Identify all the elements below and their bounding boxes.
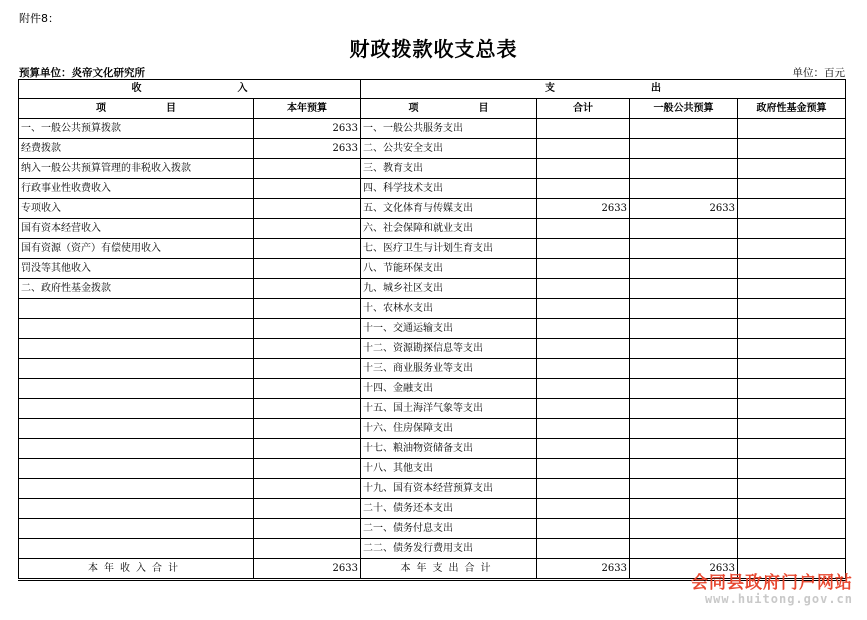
table-row bbox=[19, 259, 846, 279]
expense-general-cell bbox=[630, 179, 738, 199]
expense-fund-cell bbox=[738, 399, 846, 419]
expense-fund-cell bbox=[738, 299, 846, 319]
expense-general-cell bbox=[630, 319, 738, 339]
col-header-income-item bbox=[19, 99, 254, 119]
expense-item-cell: 十八、其他支出 bbox=[361, 459, 537, 479]
income-budget-cell: 2633 bbox=[254, 139, 361, 159]
expense-fund-cell bbox=[738, 439, 846, 459]
expense-total-cell bbox=[537, 139, 630, 159]
table-row bbox=[19, 439, 846, 459]
budget-unit-label: 预算单位：炎帝文化研究所 bbox=[19, 67, 145, 79]
table-row bbox=[19, 159, 846, 179]
income-budget-cell bbox=[254, 339, 361, 359]
col-header-total: 合计 bbox=[537, 99, 630, 119]
expense-header-a: 支 bbox=[545, 83, 555, 94]
attachment-label: 附件8： bbox=[19, 12, 59, 25]
expense-total-cell bbox=[537, 519, 630, 539]
expense-item-cell: 四、科学技术支出 bbox=[361, 179, 537, 199]
income-item-cell: 罚没等其他收入 bbox=[19, 259, 254, 279]
expense-general-cell bbox=[630, 419, 738, 439]
expense-total-cell: 2633 bbox=[537, 199, 630, 219]
income-item-cell bbox=[19, 439, 254, 459]
expense-general-cell bbox=[630, 459, 738, 479]
expense-fund-cell bbox=[738, 279, 846, 299]
expense-general-cell bbox=[630, 479, 738, 499]
income-item-cell: 一、一般公共预算拨款 bbox=[19, 119, 254, 139]
income-budget-cell bbox=[254, 419, 361, 439]
income-budget-cell bbox=[254, 519, 361, 539]
expense-item-cell: 十四、金融支出 bbox=[361, 379, 537, 399]
expense-general-cell bbox=[630, 499, 738, 519]
table-row bbox=[19, 279, 846, 299]
page-title: 财政拨款收支总表 bbox=[349, 37, 518, 61]
income-budget-cell bbox=[254, 319, 361, 339]
table-row bbox=[19, 239, 846, 259]
income-item-cell: 纳入一般公共预算管理的非税收入拨款 bbox=[19, 159, 254, 179]
watermark-site-name: 会同县政府门户网站 bbox=[691, 573, 853, 593]
expense-general-cell bbox=[630, 539, 738, 559]
expense-item-cell: 十、农林水支出 bbox=[361, 299, 537, 319]
expense-total-cell bbox=[537, 499, 630, 519]
currency-unit-label: 单位：百元 bbox=[792, 67, 845, 79]
expense-general-cell bbox=[630, 119, 738, 139]
income-header-b: 入 bbox=[237, 83, 248, 94]
expense-fund-cell bbox=[738, 519, 846, 539]
expense-fund-cell bbox=[738, 359, 846, 379]
income-budget-cell: 2633 bbox=[254, 119, 361, 139]
expense-fund-cell bbox=[738, 499, 846, 519]
expense-total-cell bbox=[537, 359, 630, 379]
expense-general-cell bbox=[630, 299, 738, 319]
expense-general-cell bbox=[630, 239, 738, 259]
expense-general-cell bbox=[630, 159, 738, 179]
expense-fund-cell bbox=[738, 339, 846, 359]
expense-total-cell bbox=[537, 419, 630, 439]
income-item-cell bbox=[19, 459, 254, 479]
expense-total-cell bbox=[537, 119, 630, 139]
table-row bbox=[19, 319, 846, 339]
table-row bbox=[19, 419, 846, 439]
expense-general-cell bbox=[630, 219, 738, 239]
expense-item-cell: 十三、商业服务业等支出 bbox=[361, 359, 537, 379]
col-header-expense-item bbox=[361, 99, 537, 119]
income-header-a: 收 bbox=[131, 83, 142, 94]
table-row bbox=[19, 479, 846, 499]
income-budget-cell bbox=[254, 499, 361, 519]
expense-item-cell: 十七、粮油物资储备支出 bbox=[361, 439, 537, 459]
table-row bbox=[19, 359, 846, 379]
income-budget-cell bbox=[254, 259, 361, 279]
income-item-cell: 国有资本经营收入 bbox=[19, 219, 254, 239]
expense-item-cell: 十五、国土海洋气象等支出 bbox=[361, 399, 537, 419]
income-budget-cell bbox=[254, 199, 361, 219]
expense-fund-cell bbox=[738, 239, 846, 259]
expense-item-cell: 九、城乡社区支出 bbox=[361, 279, 537, 299]
income-budget-cell bbox=[254, 479, 361, 499]
col-header-budget: 本年预算 bbox=[254, 99, 361, 119]
expense-general-cell: 2633 bbox=[630, 199, 738, 219]
header-row-columns bbox=[19, 99, 846, 119]
table-row bbox=[19, 539, 846, 559]
income-budget-cell bbox=[254, 239, 361, 259]
income-item-cell bbox=[19, 339, 254, 359]
expense-general-cell bbox=[630, 259, 738, 279]
table-row bbox=[19, 139, 846, 159]
income-section-header bbox=[19, 80, 361, 99]
expense-fund-cell bbox=[738, 319, 846, 339]
expense-fund-cell bbox=[738, 419, 846, 439]
income-budget-cell bbox=[254, 439, 361, 459]
expense-item-cell: 七、医疗卫生与计划生育支出 bbox=[361, 239, 537, 259]
table-row bbox=[19, 459, 846, 479]
income-budget-cell bbox=[254, 279, 361, 299]
expense-general-cell bbox=[630, 399, 738, 419]
fiscal-summary-table bbox=[18, 79, 846, 581]
expense-total-cell bbox=[537, 399, 630, 419]
expense-section-header bbox=[361, 80, 846, 99]
expense-item-cell: 八、节能环保支出 bbox=[361, 259, 537, 279]
table-row bbox=[19, 399, 846, 419]
income-item-cell bbox=[19, 379, 254, 399]
income-item-cell bbox=[19, 519, 254, 539]
income-budget-cell bbox=[254, 219, 361, 239]
expense-total-cell bbox=[537, 539, 630, 559]
income-item-cell: 国有资源（资产）有偿使用收入 bbox=[19, 239, 254, 259]
item-char-a: 项 bbox=[96, 103, 106, 114]
income-item-cell: 二、政府性基金拨款 bbox=[19, 279, 254, 299]
expense-fund-cell bbox=[738, 459, 846, 479]
col-header-fund-budget: 政府性基金预算 bbox=[738, 99, 846, 119]
exp-item-char-a: 项 bbox=[408, 103, 419, 114]
expense-fund-cell bbox=[738, 219, 846, 239]
table-row bbox=[19, 199, 846, 219]
table-row bbox=[19, 519, 846, 539]
income-item-cell bbox=[19, 499, 254, 519]
expense-item-cell: 三、教育支出 bbox=[361, 159, 537, 179]
expense-fund-cell bbox=[738, 139, 846, 159]
income-budget-cell bbox=[254, 539, 361, 559]
expense-item-cell: 二、公共安全支出 bbox=[361, 139, 537, 159]
expense-item-cell: 二二、债务发行费用支出 bbox=[361, 539, 537, 559]
income-budget-cell bbox=[254, 359, 361, 379]
income-item-cell bbox=[19, 399, 254, 419]
expense-item-cell: 六、社会保障和就业支出 bbox=[361, 219, 537, 239]
income-total-label: 本年收入合计 bbox=[19, 559, 254, 580]
expense-total-cell bbox=[537, 299, 630, 319]
income-item-cell: 专项收入 bbox=[19, 199, 254, 219]
income-item-cell bbox=[19, 299, 254, 319]
item-char-b: 目 bbox=[166, 103, 176, 114]
income-item-cell bbox=[19, 479, 254, 499]
income-item-cell bbox=[19, 319, 254, 339]
table-row bbox=[19, 179, 846, 199]
table-row bbox=[19, 119, 846, 139]
expense-fund-cell bbox=[738, 159, 846, 179]
expense-item-cell: 十九、国有资本经营预算支出 bbox=[361, 479, 537, 499]
expense-item-cell: 一、一般公共服务支出 bbox=[361, 119, 537, 139]
table-row bbox=[19, 219, 846, 239]
expense-general-cell bbox=[630, 379, 738, 399]
table-row bbox=[19, 379, 846, 399]
expense-total-cell bbox=[537, 339, 630, 359]
expense-fund-cell bbox=[738, 479, 846, 499]
header-row-sections bbox=[19, 80, 846, 99]
expense-fund-cell bbox=[738, 199, 846, 219]
expense-general-total-value: 2633 bbox=[630, 559, 738, 580]
expense-item-cell: 二一、债务付息支出 bbox=[361, 519, 537, 539]
income-budget-cell bbox=[254, 459, 361, 479]
income-item-cell: 行政事业性收费收入 bbox=[19, 179, 254, 199]
table-row bbox=[19, 299, 846, 319]
expense-general-cell bbox=[630, 339, 738, 359]
col-header-general-budget: 一般公共预算 bbox=[630, 99, 738, 119]
expense-total-cell bbox=[537, 219, 630, 239]
income-item-cell bbox=[19, 539, 254, 559]
expense-total-cell bbox=[537, 479, 630, 499]
expense-item-cell: 十二、资源勘探信息等支出 bbox=[361, 339, 537, 359]
table-row bbox=[19, 499, 846, 519]
expense-total-cell bbox=[537, 159, 630, 179]
expense-total-cell bbox=[537, 319, 630, 339]
expense-general-cell bbox=[630, 359, 738, 379]
expense-fund-cell bbox=[738, 119, 846, 139]
expense-total-label: 本年支出合计 bbox=[361, 559, 537, 580]
income-budget-cell bbox=[254, 399, 361, 419]
expense-header-b: 出 bbox=[651, 83, 661, 94]
expense-total-cell bbox=[537, 179, 630, 199]
expense-total-cell bbox=[537, 259, 630, 279]
watermark-url: www.huitong.gov.cn bbox=[704, 592, 853, 606]
expense-item-cell: 二十、债务还本支出 bbox=[361, 499, 537, 519]
expense-general-cell bbox=[630, 439, 738, 459]
expense-item-cell: 十一、交通运输支出 bbox=[361, 319, 537, 339]
expense-fund-cell bbox=[738, 259, 846, 279]
expense-total-cell bbox=[537, 439, 630, 459]
expense-total-cell bbox=[537, 279, 630, 299]
expense-general-cell bbox=[630, 519, 738, 539]
income-budget-cell bbox=[254, 159, 361, 179]
income-item-cell bbox=[19, 359, 254, 379]
income-budget-cell bbox=[254, 179, 361, 199]
expense-total-cell bbox=[537, 459, 630, 479]
expense-general-cell bbox=[630, 139, 738, 159]
income-total-value: 2633 bbox=[254, 559, 361, 580]
expense-total-cell bbox=[537, 379, 630, 399]
income-budget-cell bbox=[254, 379, 361, 399]
exp-item-char-b: 目 bbox=[478, 103, 489, 114]
expense-item-cell: 五、文化体育与传媒支出 bbox=[361, 199, 537, 219]
expense-item-cell: 十六、住房保障支出 bbox=[361, 419, 537, 439]
expense-fund-cell bbox=[738, 539, 846, 559]
income-budget-cell bbox=[254, 299, 361, 319]
income-item-cell: 经费拨款 bbox=[19, 139, 254, 159]
expense-fund-cell bbox=[738, 179, 846, 199]
expense-fund-cell bbox=[738, 379, 846, 399]
expense-total-cell bbox=[537, 239, 630, 259]
income-item-cell bbox=[19, 419, 254, 439]
expense-total-value: 2633 bbox=[537, 559, 630, 580]
expense-general-cell bbox=[630, 279, 738, 299]
table-row bbox=[19, 339, 846, 359]
